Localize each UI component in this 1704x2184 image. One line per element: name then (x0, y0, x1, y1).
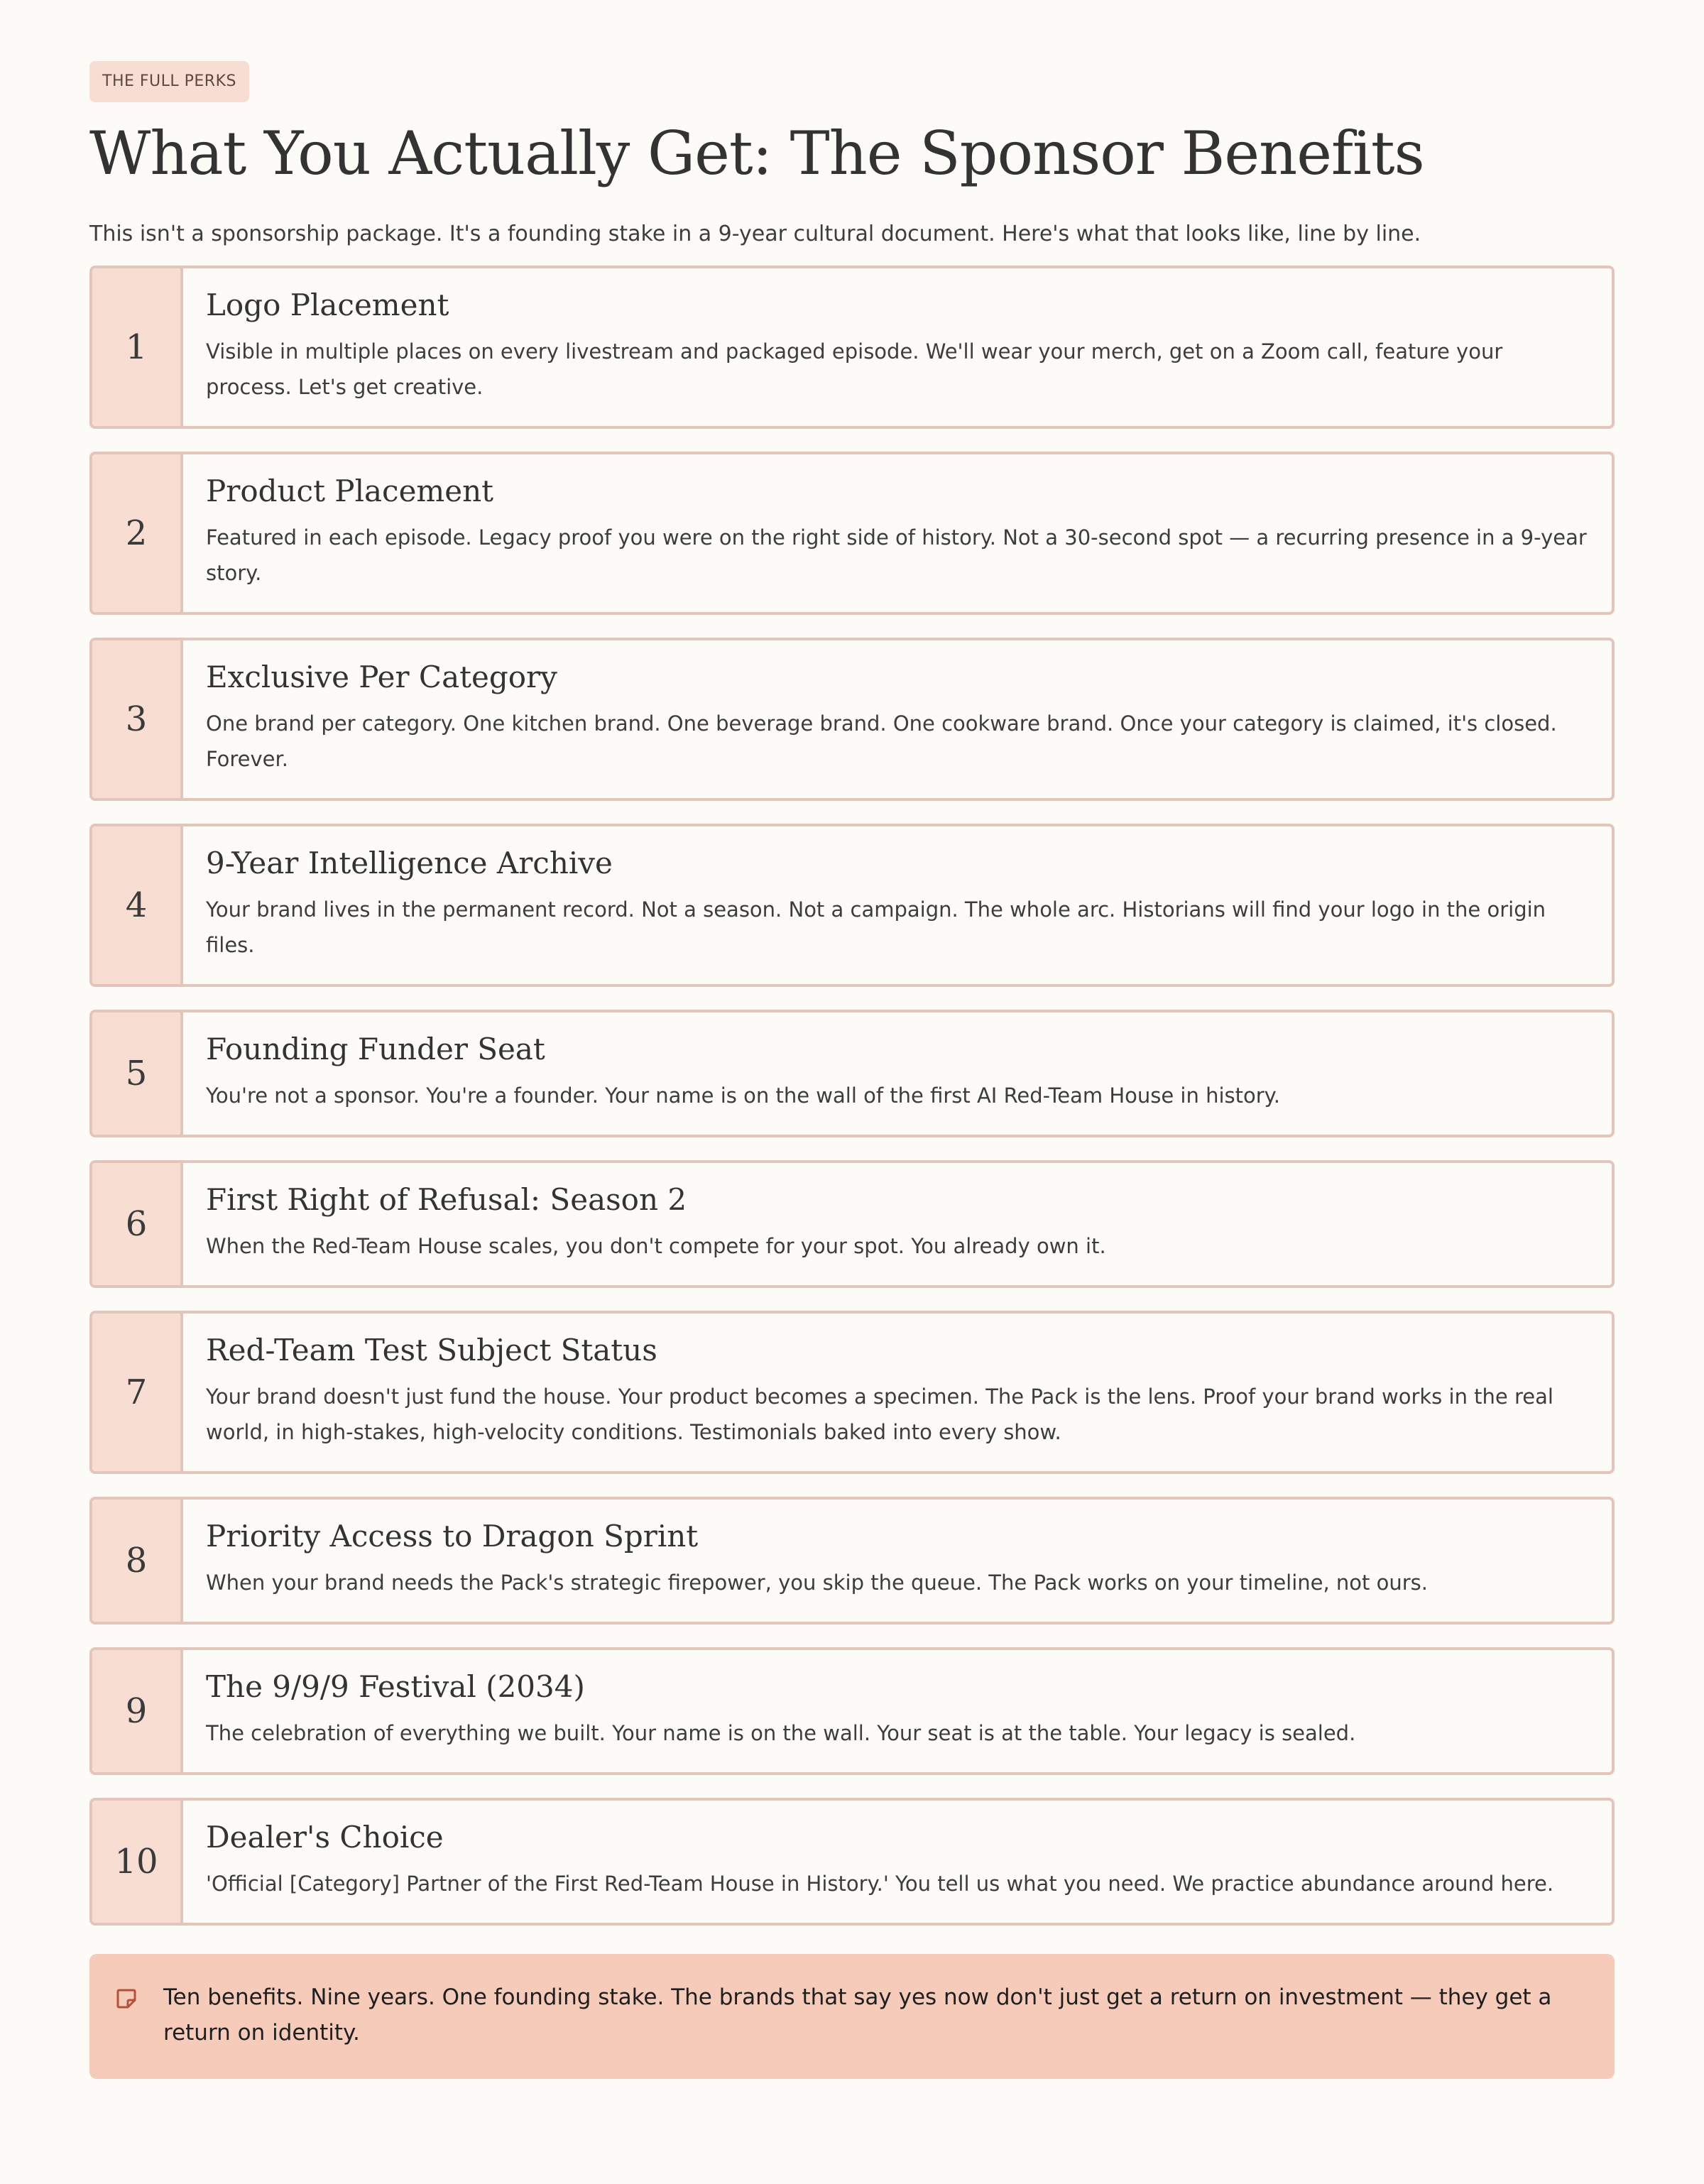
benefit-title: Priority Access to Dragon Sprint (206, 1519, 699, 1554)
benefit-title: First Right of Refusal: Season 2 (206, 1182, 687, 1217)
benefit-description: 'Official [Category] Partner of the First Red-Team House in History.' You tell us what you need. We practice abundance around here. (206, 1872, 1554, 1896)
benefit-number: 6 (92, 1163, 183, 1285)
benefit-number: 3 (92, 640, 183, 798)
benefit-description: The celebration of everything we built. Your name is on the wall. Your seat is at the table. Your legacy is sealed. (206, 1721, 1356, 1745)
benefit-number: 10 (92, 1801, 183, 1923)
section-tag: THE FULL PERKS (89, 61, 249, 102)
page-title: What You Actually Get: The Sponsor Benefits (89, 119, 1424, 188)
benefit-description: When your brand needs the Pack's strategic firepower, you skip the queue. The Pack works on your timeline, not ours. (206, 1571, 1429, 1595)
benefit-description: Your brand lives in the permanent record. Not a season. Not a campaign. The whole arc. Historians will find your logo in the origin files. (206, 897, 1546, 957)
benefit-title: Dealer's Choice (206, 1820, 444, 1855)
benefit-title: Founding Funder Seat (206, 1032, 545, 1066)
benefit-card (89, 1497, 1615, 1625)
benefit-description: Visible in multiple places on every livestream and packaged episode. We'll wear your merch, get on a Zoom call, feature your process. Let's get creative. (206, 339, 1503, 399)
benefit-title: 9-Year Intelligence Archive (206, 846, 613, 880)
benefit-card (89, 1647, 1615, 1775)
benefit-number: 8 (92, 1500, 183, 1622)
benefit-title: Exclusive Per Category (206, 660, 557, 694)
benefit-number: 7 (92, 1314, 183, 1471)
benefit-card (89, 1160, 1615, 1288)
benefit-card (89, 266, 1615, 429)
benefit-card (89, 1010, 1615, 1137)
benefit-card (89, 1311, 1615, 1474)
benefit-card (89, 452, 1615, 615)
intro-text: This isn't a sponsorship package. It's a founding stake in a 9-year cultural document. Here's what that looks like, line by line. (89, 222, 1421, 246)
benefit-title: Logo Placement (206, 288, 449, 322)
benefit-number: 9 (92, 1650, 183, 1772)
benefit-title: Product Placement (206, 474, 494, 508)
benefit-list (89, 266, 1615, 1948)
callout-text: Ten benefits. Nine years. One founding stake. The brands that say yes now don't just get a return on investment — they get a return on identity. (163, 1984, 1552, 2046)
note-icon (115, 1987, 138, 2010)
benefit-card (89, 638, 1615, 801)
benefit-description: Your brand doesn't just fund the house. Your product becomes a specimen. The Pack is the lens. Proof your brand works in the real world, in high-stakes, high-velocity conditions. Testimonials baked into every show. (206, 1385, 1553, 1444)
benefit-title: Red-Team Test Subject Status (206, 1333, 657, 1367)
benefit-card (89, 824, 1615, 987)
benefit-number: 2 (92, 454, 183, 612)
benefit-description: Featured in each episode. Legacy proof you were on the right side of history. Not a 30-second spot — a recurring presence in a 9-year story. (206, 525, 1587, 585)
benefit-card (89, 1798, 1615, 1926)
summary-callout (89, 1954, 1615, 2079)
benefit-number: 4 (92, 826, 183, 984)
benefit-description: You're not a sponsor. You're a founder. Your name is on the wall of the first AI Red-Team House in history. (206, 1083, 1280, 1108)
benefit-description: One brand per category. One kitchen brand. One beverage brand. One cookware brand. Once your category is claimed, it's closed. Forever. (206, 711, 1557, 771)
benefit-number: 1 (92, 268, 183, 426)
benefit-number: 5 (92, 1012, 183, 1135)
benefit-title: The 9/9/9 Festival (2034) (206, 1669, 585, 1704)
benefit-description: When the Red-Team House scales, you don't compete for your spot. You already own it. (206, 1234, 1106, 1258)
